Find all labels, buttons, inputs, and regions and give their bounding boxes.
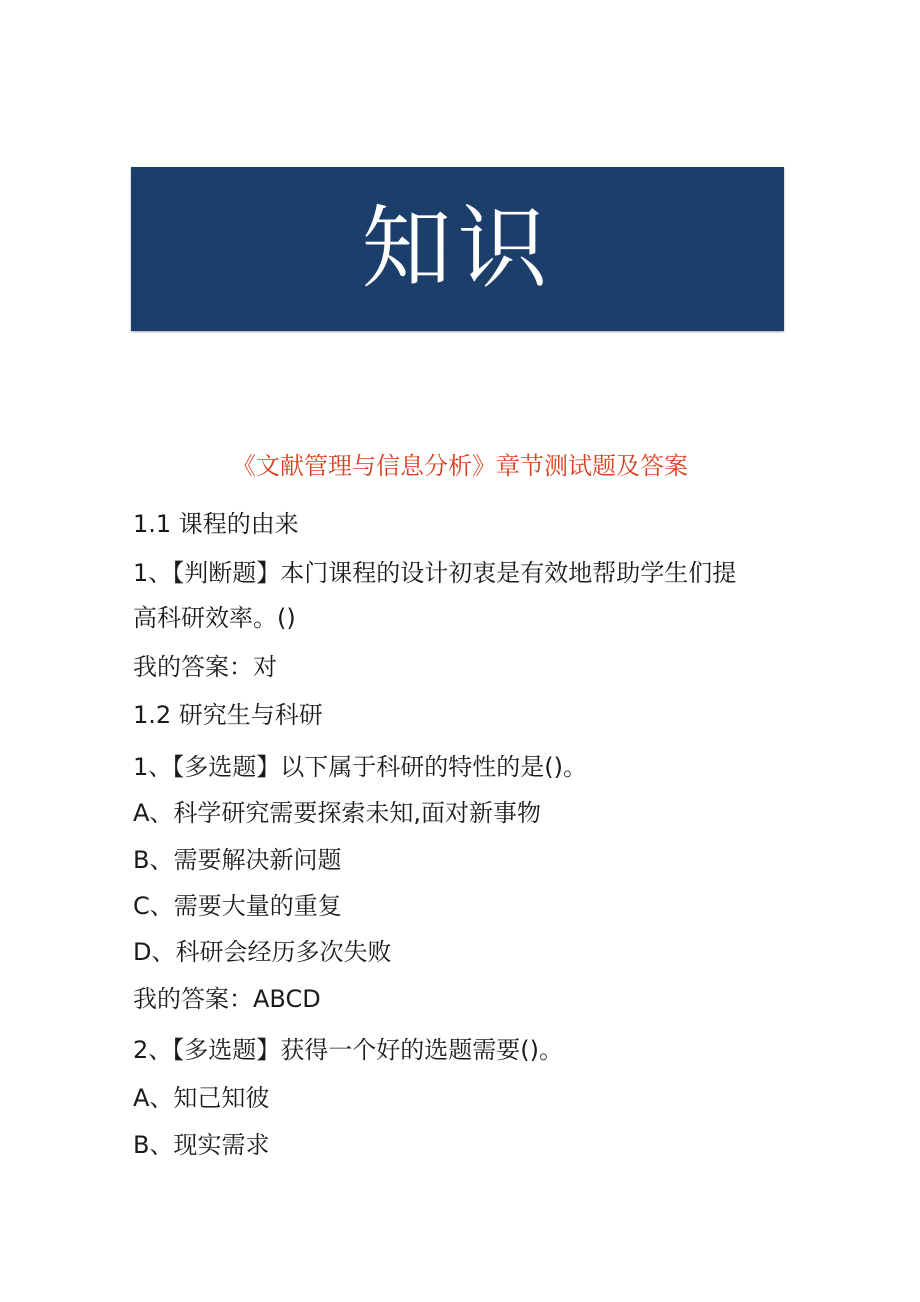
banner-title: 知识: [361, 196, 554, 301]
section-heading-1-2: 1.2 研究生与科研: [133, 701, 323, 729]
document-title: 《文献管理与信息分析》章节测试题及答案: [232, 452, 688, 480]
answer-1-2-1: 我的答案：ABCD: [133, 985, 321, 1013]
option-a: A、科学研究需要探索未知,面对新事物: [133, 799, 542, 827]
answer-1-1-1: 我的答案：对: [133, 653, 277, 681]
option-d: D、科研会经历多次失败: [133, 938, 392, 966]
option-b: B、现实需求: [133, 1131, 270, 1159]
option-b: B、需要解决新问题: [133, 846, 342, 874]
option-a: A、知己知彼: [133, 1084, 270, 1112]
question-1-2-1: 1、【多选题】以下属于科研的特性的是()。: [133, 753, 587, 781]
title-banner: [131, 167, 784, 331]
question-1-1-1-line-2: 高科研效率。(): [133, 604, 296, 632]
question-1-2-2: 2、【多选题】获得一个好的选题需要()。: [133, 1036, 563, 1064]
option-c: C、需要大量的重复: [133, 892, 342, 920]
question-1-1-1-line-1: 1、【判断题】本门课程的设计初衷是有效地帮助学生们提: [133, 559, 737, 587]
section-heading-1-1: 1.1 课程的由来: [133, 510, 299, 538]
